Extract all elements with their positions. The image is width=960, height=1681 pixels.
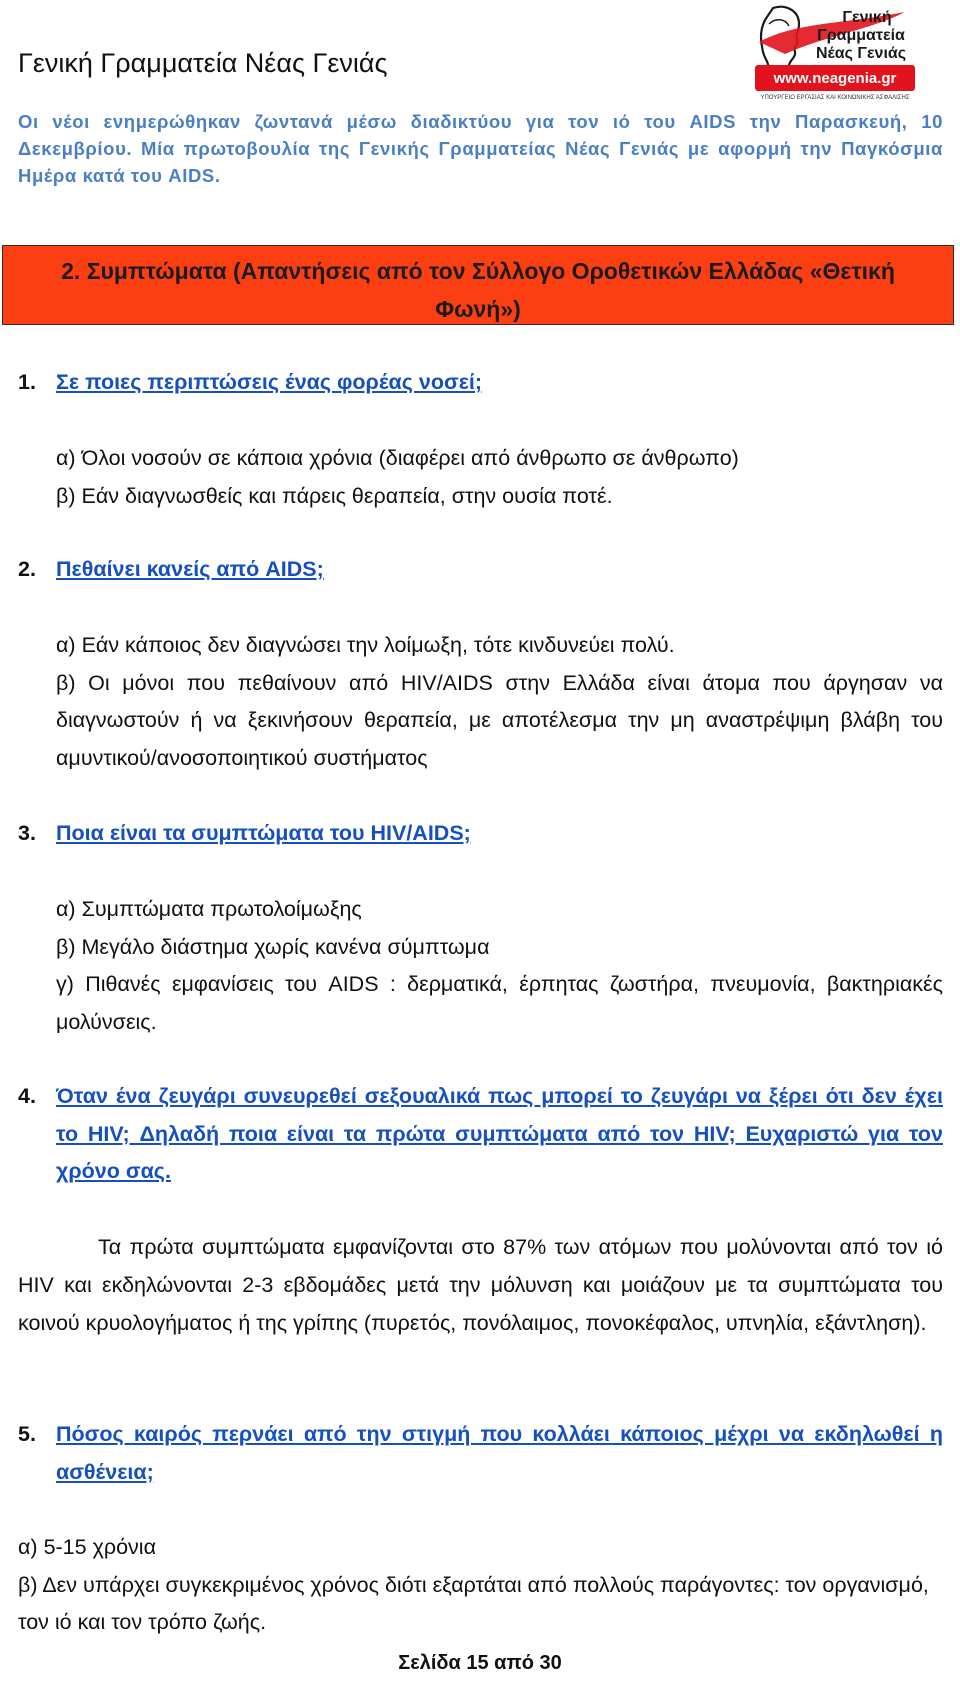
answer-item: β) Εάν διαγνωσθείς και πάρεις θεραπεία, στην ουσία ποτέ. — [56, 483, 613, 508]
question-number: 3. — [18, 821, 36, 845]
question-link[interactable]: Πεθαίνει κανείς από AIDS; — [56, 557, 324, 581]
question-number: 4. — [18, 1084, 36, 1108]
answer-item: β) Μεγάλο διάστημα χωρίς κανένα σύμπτωμα — [56, 934, 490, 959]
neagenia-logo — [755, 2, 920, 102]
question-3 — [18, 815, 943, 853]
answers-3 — [56, 891, 943, 1041]
logo-line-2: Γραμματεία — [817, 27, 905, 44]
answer-item: α) Συμπτώματα πρωτολοίμωξης — [56, 897, 362, 921]
question-number: 1. — [18, 370, 36, 394]
answer-item: β) Οι μόνοι που πεθαίνουν από HIV/AIDS στην Ελλάδα είναι άτομα που άργησαν να διαγνωστούν ή να ξεκινήσουν θεραπεία, με αποτέλεσμα την μη αναστρέψιμη βλάβη του αμυντικού/ανοσοποιητικού συστήματος — [56, 670, 943, 770]
answer-item: α) 5-15 χρόνια — [18, 1535, 156, 1559]
logo-url: www.neagenia.gr — [773, 70, 897, 87]
section-banner — [2, 245, 954, 325]
section-heading-line-2: Φωνή») — [435, 296, 521, 322]
page-title: Γενική Γραμματεία Νέας Γενιάς — [18, 48, 388, 78]
question-link[interactable]: Σε ποιες περιπτώσεις ένας φορέας νοσεί; — [56, 370, 483, 394]
question-1 — [18, 364, 943, 402]
question-4 — [18, 1078, 943, 1191]
question-link[interactable]: Ποια είναι τα συμπτώματα του HIV/AIDS; — [56, 821, 471, 845]
question-number: 2. — [18, 557, 36, 581]
question-2 — [18, 551, 943, 589]
answers-1 — [56, 440, 943, 515]
logo-line-3: Νέας Γενιάς — [815, 45, 907, 62]
question-number: 5. — [18, 1422, 36, 1446]
logo-tagline: ΥΠΟΥΡΓΕΙΟ ΕΡΓΑΣΙΑΣ ΚΑΙ ΚΟΙΝΩΝΙΚΗΣ ΑΣΦΑΛΙΣΗΣ — [760, 95, 910, 101]
answer-item: α) Όλοι νοσούν σε κάποια χρόνια (διαφέρει από άνθρωπο σε άνθρωπο) — [56, 446, 739, 470]
logo-line-1: Γενική — [842, 9, 892, 26]
intro-subtitle: Οι νέοι ενημερώθηκαν ζωντανά μέσω διαδικτύου για τον ιό του AIDS την Παρασκευή, 10 Δεκεμβρίου. Μία πρωτοβουλία της Γενικής Γραμματείας Νέας Γενιάς με αφορμή την Παγκόσμια Ημέρα κατά του AIDS. — [18, 111, 943, 186]
page-number: Σελίδα 15 από 30 — [398, 1652, 562, 1674]
answer-item: γ) Πιθανές εμφανίσεις του AIDS : δερματικά, έρπητας ζωστήρα, πνευμονία, βακτηριακές μολύνσεις. — [56, 972, 943, 1034]
answers-5 — [18, 1529, 943, 1642]
question-link[interactable]: Όταν ένα ζευγάρι συνευρεθεί σεξουαλικά πως μπορεί το ζευγάρι να ξέρει ότι δεν έχει το HIV; Δηλαδή ποια είναι τα πρώτα συμπτώματα από τον HIV; Ευχαριστώ για τον χρόνο σας. — [56, 1084, 943, 1183]
question-5 — [18, 1416, 943, 1491]
answer-item: α) Εάν κάποιος δεν διαγνώσει την λοίμωξη, τότε κινδυνεύει πολύ. — [56, 633, 675, 657]
answer-paragraph: Τα πρώτα συμπτώματα εμφανίζονται στο 87% των ατόμων που μολύνονται από τον ιό HIV και εκδηλώνονται 2-3 εβδομάδες μετά την μόλυνση και μοιάζουν με τα συμπτώματα του κοινού κρυολογήματος ή της γρίπης (πυρετός, πονόλαιμος, πονοκέφαλος, υπνηλία, εξάντληση). — [18, 1235, 943, 1335]
question-link[interactable]: Πόσος καιρός περνάει από την στιγμή που κολλάει κάποιος μέχρι να εκδηλωθεί η ασθένεια; — [56, 1422, 943, 1484]
answer-item: β) Δεν υπάρχει συγκεκριμένος χρόνος διότι εξαρτάται από πολλούς παράγοντες: τον οργανισμό, τον ιό και τον τρόπο ζωής. — [18, 1572, 929, 1634]
answers-2 — [56, 627, 943, 777]
section-heading-line-1: 2. Συμπτώματα (Απαντήσεις από τον Σύλλογο Οροθετικών Ελλάδας «Θετική — [61, 258, 895, 284]
